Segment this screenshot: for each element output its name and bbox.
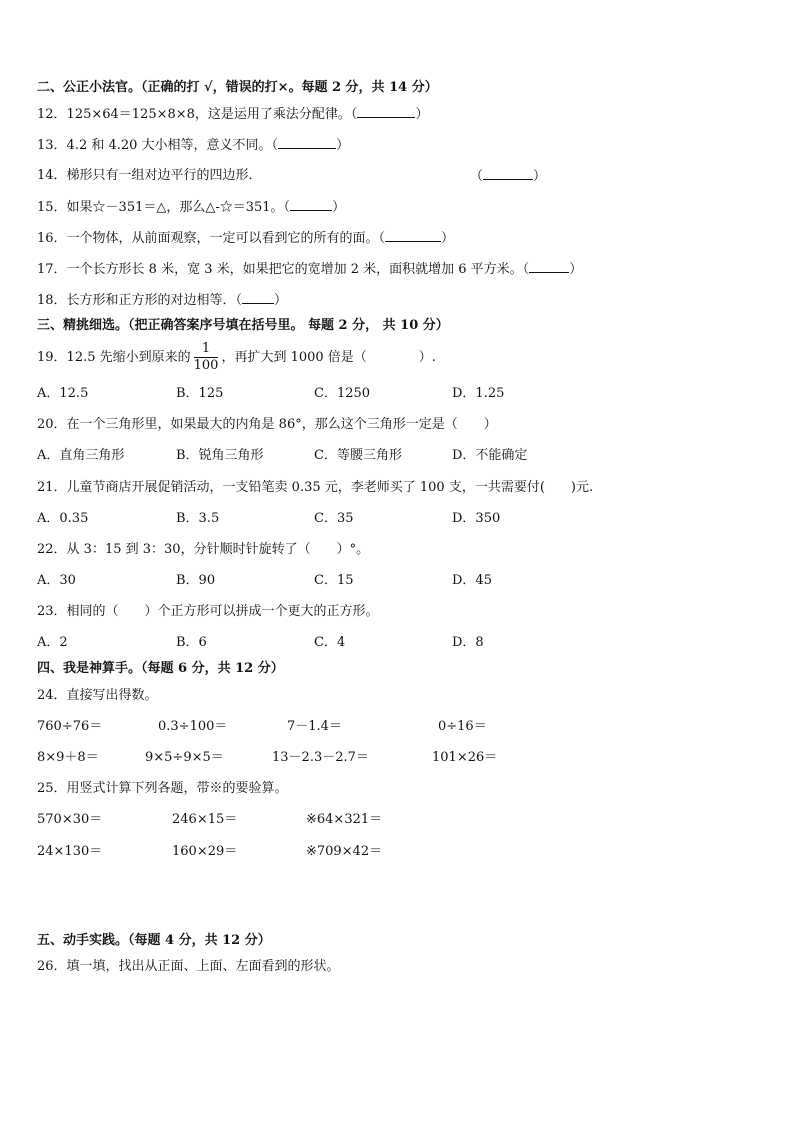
question-13-close: ） <box>336 138 350 153</box>
question-16 <box>37 229 454 248</box>
question-15-close: ） <box>332 200 346 215</box>
option-19-d[interactable]: D．1.25 <box>452 386 505 401</box>
question-15 <box>37 198 345 217</box>
answer-blank-16[interactable] <box>385 229 441 242</box>
calc-item: 0÷16＝ <box>438 719 487 734</box>
option-21-a[interactable]: A．0.35 <box>37 511 89 526</box>
option-21-d[interactable]: D．350 <box>452 511 501 526</box>
calc-item: 8×9＋8＝ <box>37 750 99 765</box>
section-5-heading: 五、动手实践。（每题 4 分，共 12 分） <box>37 933 271 948</box>
calc-item: 160×29＝ <box>172 844 238 859</box>
section-4-heading: 四、我是神算手。（每题 6 分，共 12 分） <box>37 661 284 676</box>
option-22-c[interactable]: C．15 <box>314 573 354 588</box>
question-16-close: ） <box>441 231 455 246</box>
fraction-denominator: 100 <box>193 358 219 373</box>
section-3-heading: 三、精挑细选。（把正确答案序号填在括号里。 每题 2 分， 共 10 分） <box>37 318 449 333</box>
question-12-close: ） <box>415 107 429 122</box>
question-26: 26．填一填，找出从正面、上面、左面看到的形状。 <box>37 959 340 974</box>
calc-item: ※64×321＝ <box>306 812 383 827</box>
question-19-post: ，再扩大到 1000 倍是（ ）. <box>221 350 436 365</box>
question-15-text: 15．如果☆－351＝△，那么△-☆＝351。（ <box>37 200 291 215</box>
question-14-open: （ <box>470 169 484 184</box>
question-19-pre: 19．12.5 先缩小到原来的 <box>37 350 191 365</box>
calc-item: 760÷76＝ <box>37 719 103 734</box>
option-20-c[interactable]: C．等腰三角形 <box>314 448 402 463</box>
question-14-close: ） <box>533 169 547 184</box>
question-18 <box>37 291 287 310</box>
option-23-d[interactable]: D．8 <box>452 635 484 650</box>
option-20-b[interactable]: B．锐角三角形 <box>176 448 264 463</box>
question-14-text: 14．梯形只有一组对边平行的四边形． <box>37 168 262 183</box>
answer-blank-13[interactable] <box>278 136 336 149</box>
option-20-d[interactable]: D．不能确定 <box>452 448 528 463</box>
question-25: 25．用竖式计算下列各题，带※的要验算。 <box>37 781 288 796</box>
question-23: 23．相同的（ ）个正方形可以拼成一个更大的正方形。 <box>37 604 379 619</box>
option-19-c[interactable]: C．1250 <box>314 386 371 401</box>
question-17-close: ） <box>569 262 583 277</box>
answer-blank-15[interactable] <box>290 198 332 211</box>
option-22-b[interactable]: B．90 <box>176 573 216 588</box>
calc-item: 7－1.4＝ <box>287 719 342 734</box>
question-14 <box>37 167 262 185</box>
section-2-heading: 二、公正小法官。（正确的打 √，错误的打×。每题 2 分，共 14 分） <box>37 80 438 95</box>
calc-item: 13－2.3－2.7＝ <box>272 750 369 765</box>
fraction-numerator: 1 <box>194 341 219 358</box>
option-20-a[interactable]: A．直角三角形 <box>37 448 125 463</box>
calc-item: 246×15＝ <box>172 812 238 827</box>
question-22: 22．从 3：15 到 3：30，分针顺时针旋转了（ ）°。 <box>37 542 370 557</box>
calc-item: 570×30＝ <box>37 812 103 827</box>
option-21-b[interactable]: B．3.5 <box>176 511 220 526</box>
calc-item: 24×130＝ <box>37 844 103 859</box>
question-14-answer <box>470 167 546 186</box>
answer-blank-18[interactable] <box>242 291 274 304</box>
answer-blank-14[interactable] <box>483 167 533 180</box>
option-23-b[interactable]: B．6 <box>176 635 207 650</box>
option-19-a[interactable]: A．12.5 <box>37 386 89 401</box>
question-17 <box>37 260 582 279</box>
question-21: 21．儿童节商店开展促销活动，一支铅笔卖 0.35 元，李老师买了 100 支，一共需要付( )元. <box>37 480 594 495</box>
option-23-a[interactable]: A．2 <box>37 635 68 650</box>
option-23-c[interactable]: C．4 <box>314 635 346 650</box>
question-16-text: 16．一个物体，从前面观察，一定可以看到它的所有的面。（ <box>37 231 386 246</box>
option-19-b[interactable]: B．125 <box>176 386 224 401</box>
calc-item: 0.3÷100＝ <box>158 719 228 734</box>
calc-item: ※709×42＝ <box>306 844 383 859</box>
question-13 <box>37 136 349 155</box>
calc-item: 101×26＝ <box>432 750 498 765</box>
answer-blank-17[interactable] <box>529 260 569 273</box>
question-13-text: 13．4.2 和 4.20 大小相等，意义不同。（ <box>37 138 279 153</box>
question-18-close: ） <box>274 293 288 308</box>
calc-item: 9×5÷9×5＝ <box>145 750 224 765</box>
fraction-1-100 <box>194 341 219 374</box>
option-22-a[interactable]: A．30 <box>37 573 76 588</box>
option-22-d[interactable]: D．45 <box>452 573 492 588</box>
question-18-text: 18．长方形和正方形的对边相等．（ <box>37 293 243 308</box>
option-21-c[interactable]: C．35 <box>314 511 354 526</box>
question-24: 24．直接写出得数。 <box>37 688 158 703</box>
question-20: 20．在一个三角形里，如果最大的内角是 86°，那么这个三角形一定是（ ） <box>37 417 497 432</box>
question-19 <box>37 338 436 378</box>
question-12-text: 12．125×64＝125×8×8，这是运用了乘法分配律。（ <box>37 107 358 122</box>
answer-blank-12[interactable] <box>357 105 415 118</box>
question-17-text: 17．一个长方形长 8 米，宽 3 米，如果把它的宽增加 2 米，面积就增加 6 平方米。（ <box>37 262 530 277</box>
question-12 <box>37 105 428 124</box>
